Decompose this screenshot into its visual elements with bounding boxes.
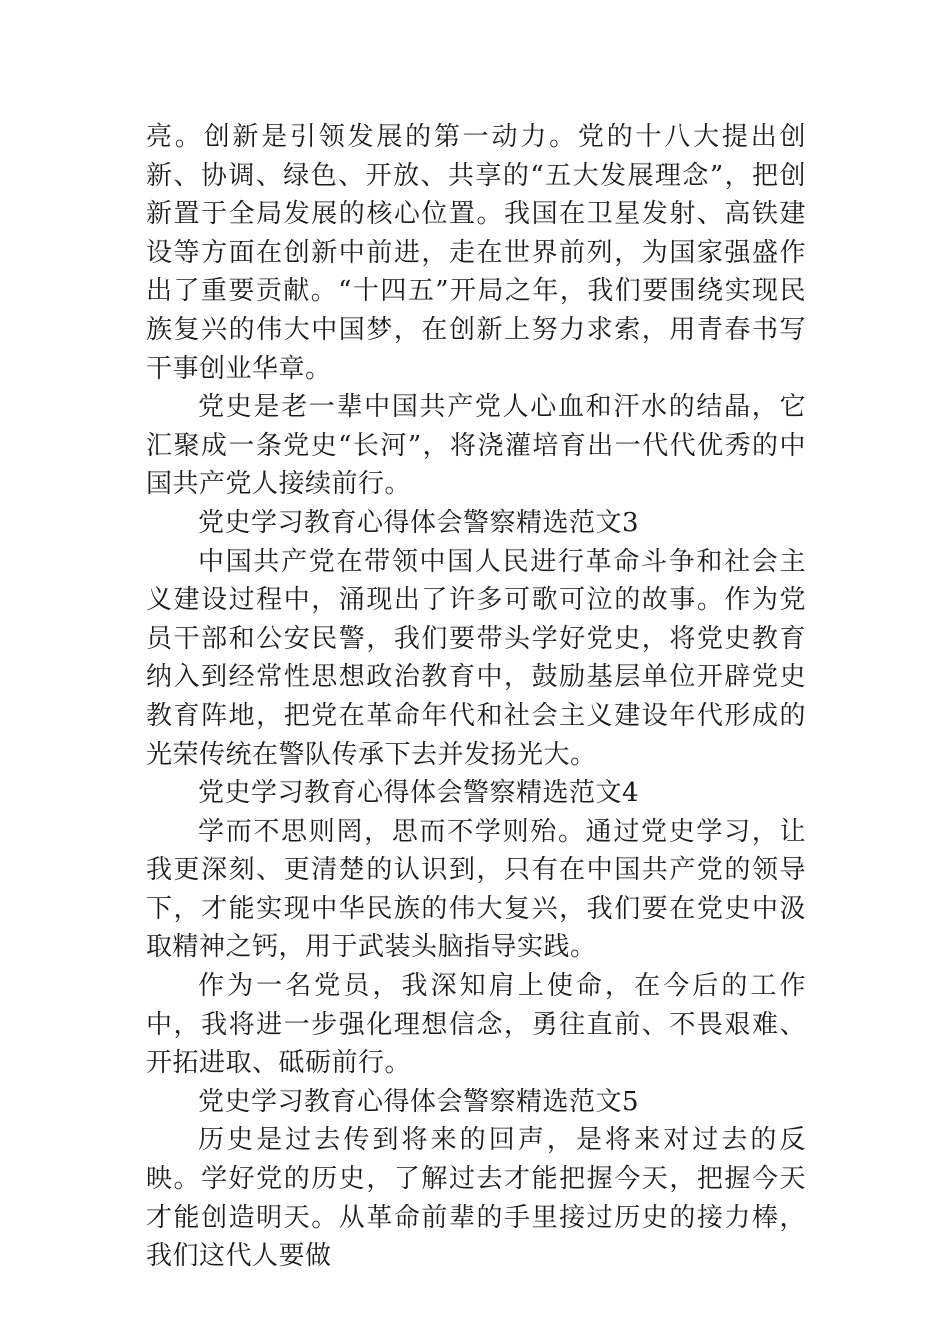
paragraph: 学而不思则罔，思而不学则殆。通过党史学习，让我更深刻、更清楚的认识到，只有在中国共产党的领导下，才能实现中华民族的伟大复兴，我们要在党史中汲取精神之钙，用于武装头脑指导实践。 [146, 816, 806, 963]
paragraph: 作为一名党员，我深知肩上使命，在今后的工作中，我将进一步强化理想信念，勇往直前、不畏艰难、开拓进取、砥砺前行。 [146, 971, 806, 1079]
paragraph: 党史是老一辈中国共产党人心血和汗水的结晶，它汇聚成一条党史“长河”，将浇灌培育出一代代优秀的中国共产党人接续前行。 [146, 392, 806, 500]
paragraph: 历史是过去传到将来的回声，是将来对过去的反映。学好党的历史，了解过去才能把握今天，把握今天才能创造明天。从革命前辈的手里接过历史的接力棒，我们这代人要做 [146, 1125, 806, 1272]
paragraph-continued: 亮。创新是引领发展的第一动力。党的十八大提出创新、协调、绿色、开放、共享的“五大发展理念”，把创新置于全局发展的核心位置。我国在卫星发射、高铁建设等方面在创新中前进，走在世界前列，为国家强盛作出了重要贡献。“十四五”开局之年，我们要围绕实现民族复兴的伟大中国梦，在创新上努力求索，用青春书写干事创业华章。 [146, 122, 806, 384]
section-heading: 党史学习教育心得体会警察精选范文4 [198, 778, 640, 809]
section-heading: 党史学习教育心得体会警察精选范文3 [198, 507, 640, 538]
paragraph: 中国共产党在带领中国人民进行革命斗争和社会主义建设过程中，涌现出了许多可歌可泣的故事。作为党员干部和公安民警，我们要带头学好党史，将党史教育纳入到经常性思想政治教育中，鼓励基层单位开辟党史教育阵地，把党在革命年代和社会主义建设年代形成的光荣传统在警队传承下去并发扬光大。 [146, 546, 806, 770]
section-heading: 党史学习教育心得体会警察精选范文5 [198, 1086, 640, 1117]
document-body [146, 118, 806, 1276]
